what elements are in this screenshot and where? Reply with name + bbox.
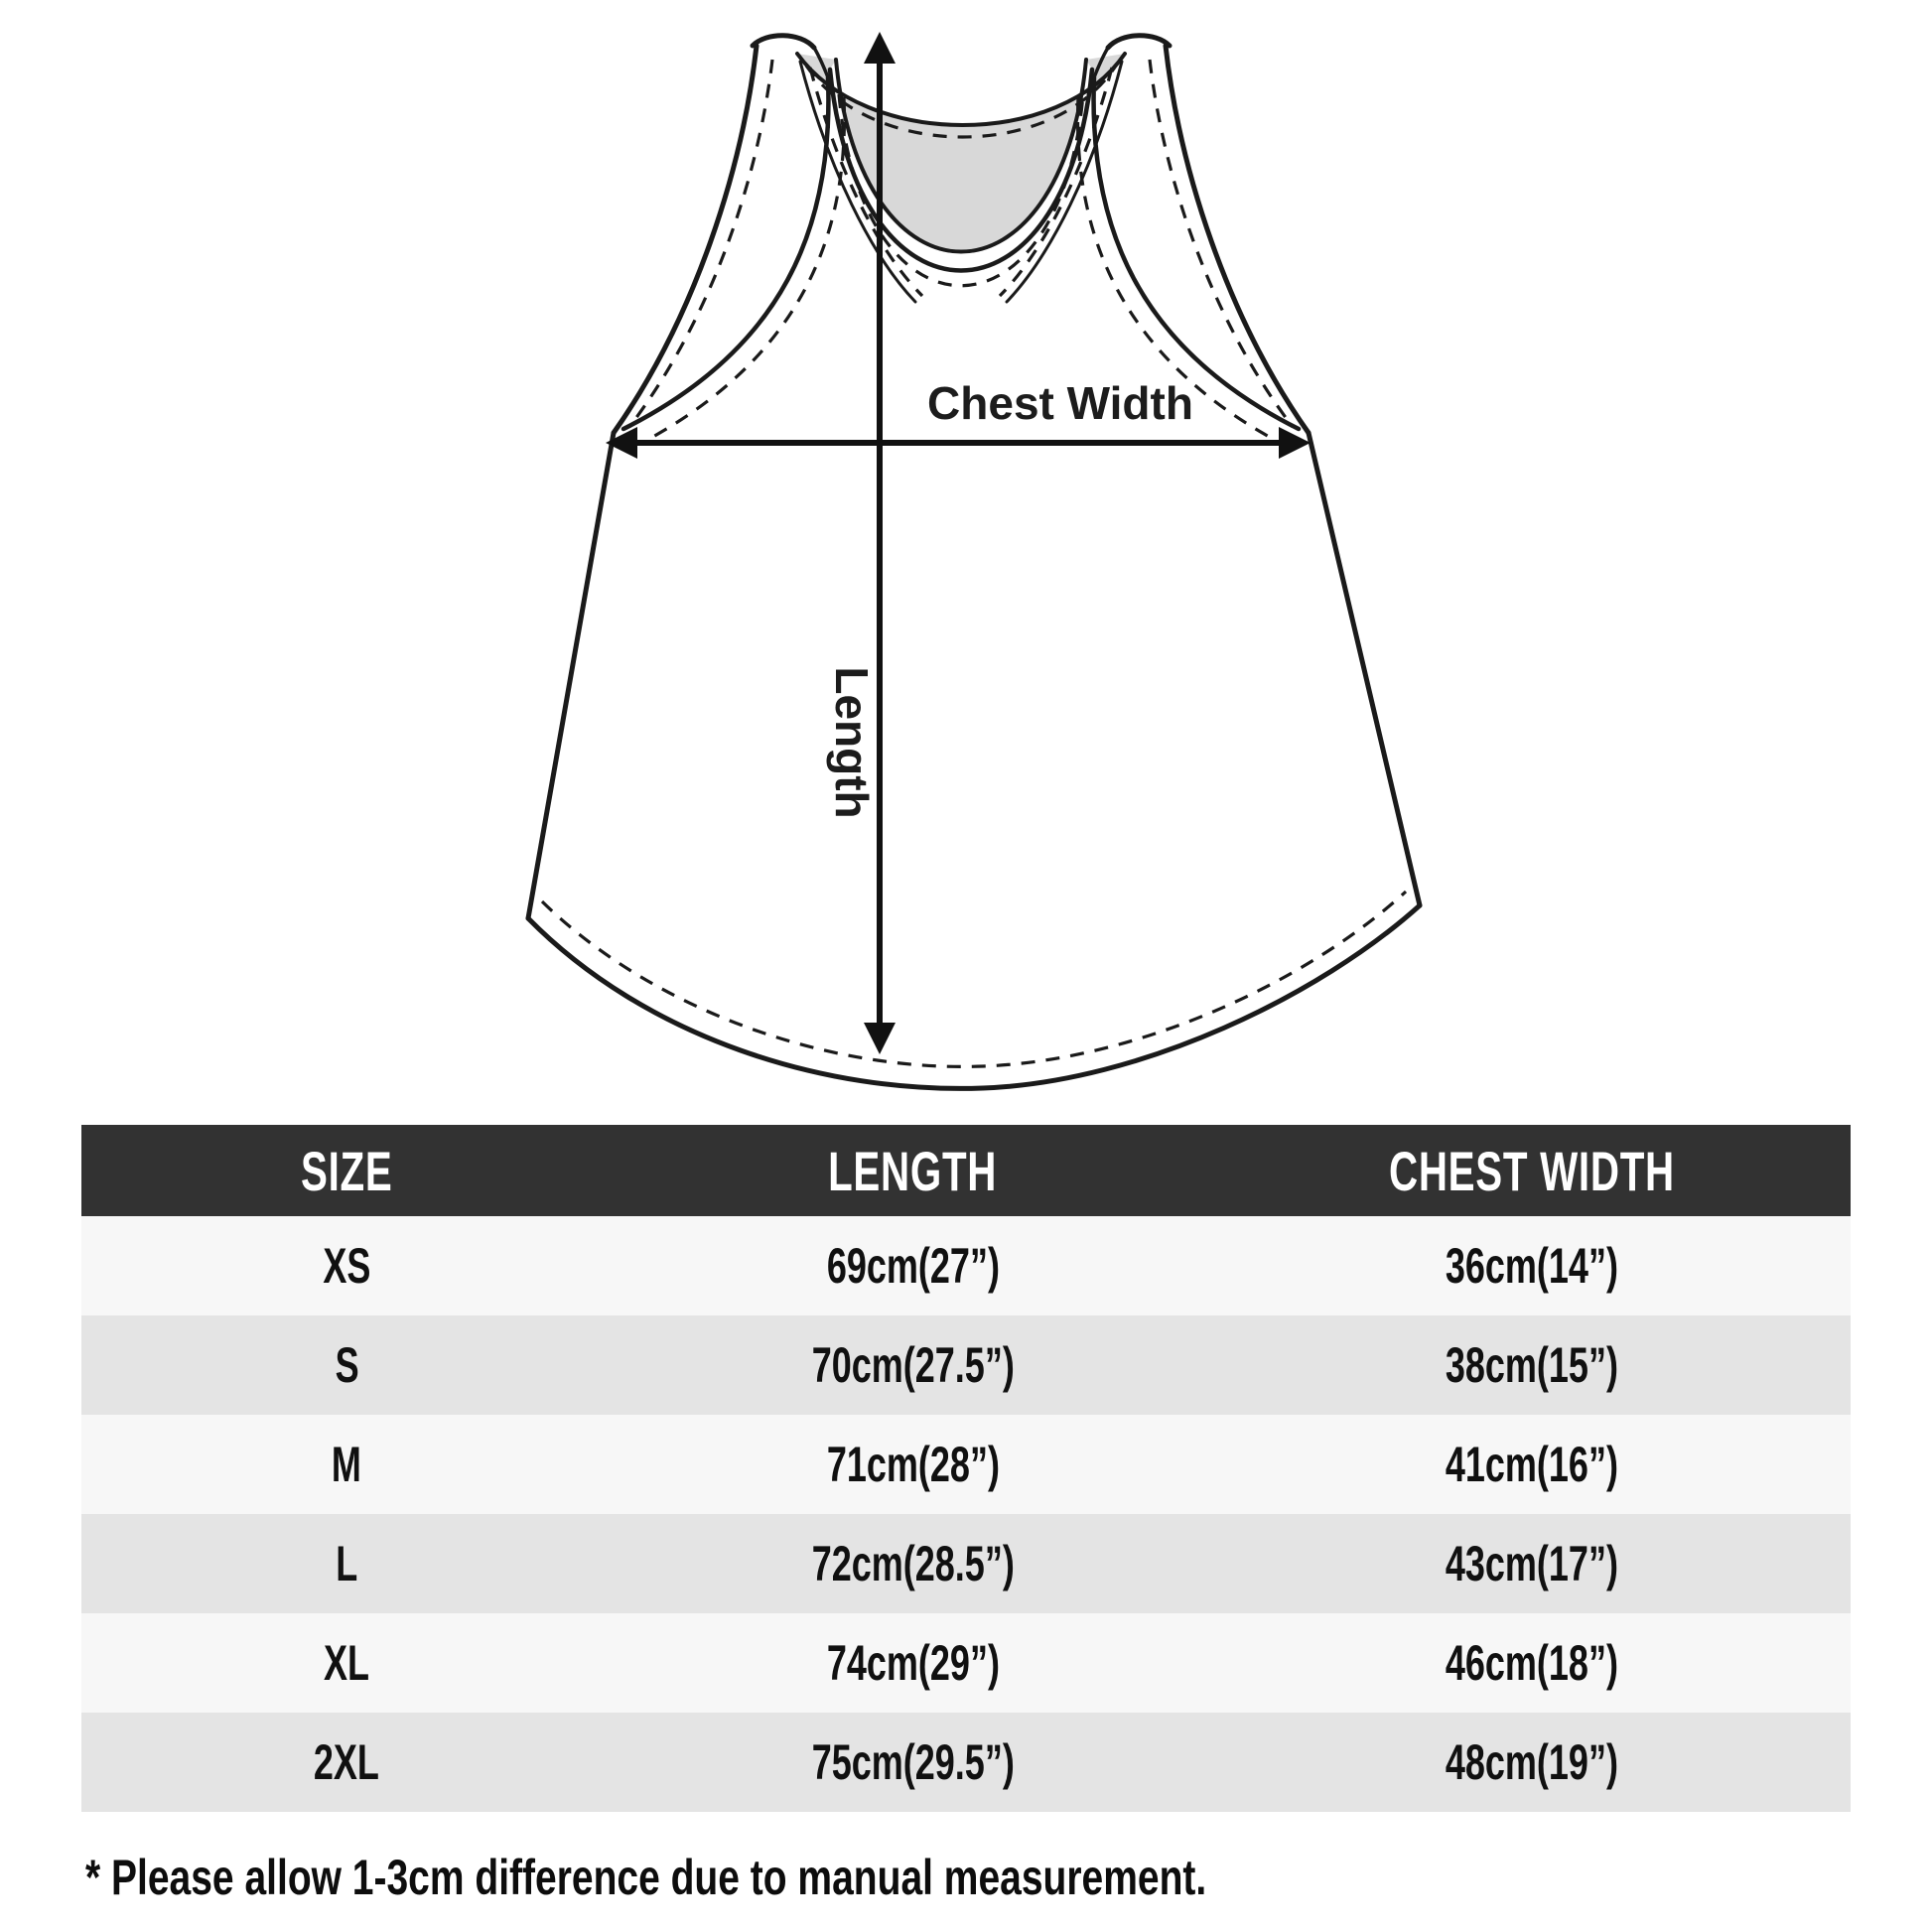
table-row-m: [81, 1415, 1851, 1514]
chest-width-cell: 36cm(14”): [1446, 1238, 1619, 1294]
size-cell: XL: [324, 1635, 370, 1691]
hem-edge: [528, 905, 1420, 1088]
size-table: [81, 1125, 1851, 1812]
chest-width-label: Chest Width: [927, 377, 1193, 429]
armhole-left: [623, 77, 828, 429]
table-row-l: [81, 1514, 1851, 1613]
length-cell: 69cm(27”): [826, 1238, 1000, 1294]
strap-outer-left: [614, 46, 757, 433]
strap-outer-right: [1166, 46, 1309, 433]
chest-width-cell: 48cm(19”): [1446, 1734, 1619, 1790]
strap-top-right: [1108, 36, 1170, 48]
stitch-hem: [542, 892, 1406, 1066]
header-cell-size: SIZE: [301, 1139, 393, 1202]
length-arrowhead-top: [864, 32, 896, 64]
length-cell: 70cm(27.5”): [811, 1337, 1015, 1393]
chest-width-cell: 46cm(18”): [1446, 1635, 1619, 1691]
side-seam-right: [1309, 433, 1420, 905]
length-cell: 72cm(28.5”): [811, 1536, 1015, 1591]
size-cell: S: [335, 1337, 359, 1393]
chest-width-cell: 38cm(15”): [1446, 1337, 1619, 1393]
length-cell: 75cm(29.5”): [811, 1734, 1015, 1790]
table-row-xl: [81, 1613, 1851, 1713]
size-cell: 2XL: [314, 1734, 380, 1790]
table-row-xs: [81, 1216, 1851, 1315]
side-seam-left: [528, 433, 614, 918]
header-cell-length: LENGTH: [828, 1139, 998, 1202]
size-table-header: [81, 1125, 1851, 1216]
length-cell: 74cm(29”): [826, 1635, 1000, 1691]
size-cell: XS: [323, 1238, 371, 1294]
stitch-armhole-left: [649, 97, 844, 439]
measurement-note: * Please allow 1-3cm difference due to manual measurement.: [85, 1850, 1207, 1905]
size-cell: M: [332, 1437, 362, 1492]
header-cell-chest-width: CHEST WIDTH: [1389, 1139, 1676, 1202]
length-cell: 71cm(28”): [826, 1437, 1000, 1492]
length-arrowhead-bottom: [864, 1023, 896, 1054]
table-row-2xl: [81, 1713, 1851, 1812]
chest-width-cell: 41cm(16”): [1446, 1437, 1619, 1492]
length-label: Length: [826, 666, 878, 819]
chest-width-cell: 43cm(17”): [1446, 1536, 1619, 1591]
size-cell: L: [336, 1536, 358, 1591]
table-row-s: [81, 1315, 1851, 1415]
strap-top-left: [753, 36, 814, 48]
